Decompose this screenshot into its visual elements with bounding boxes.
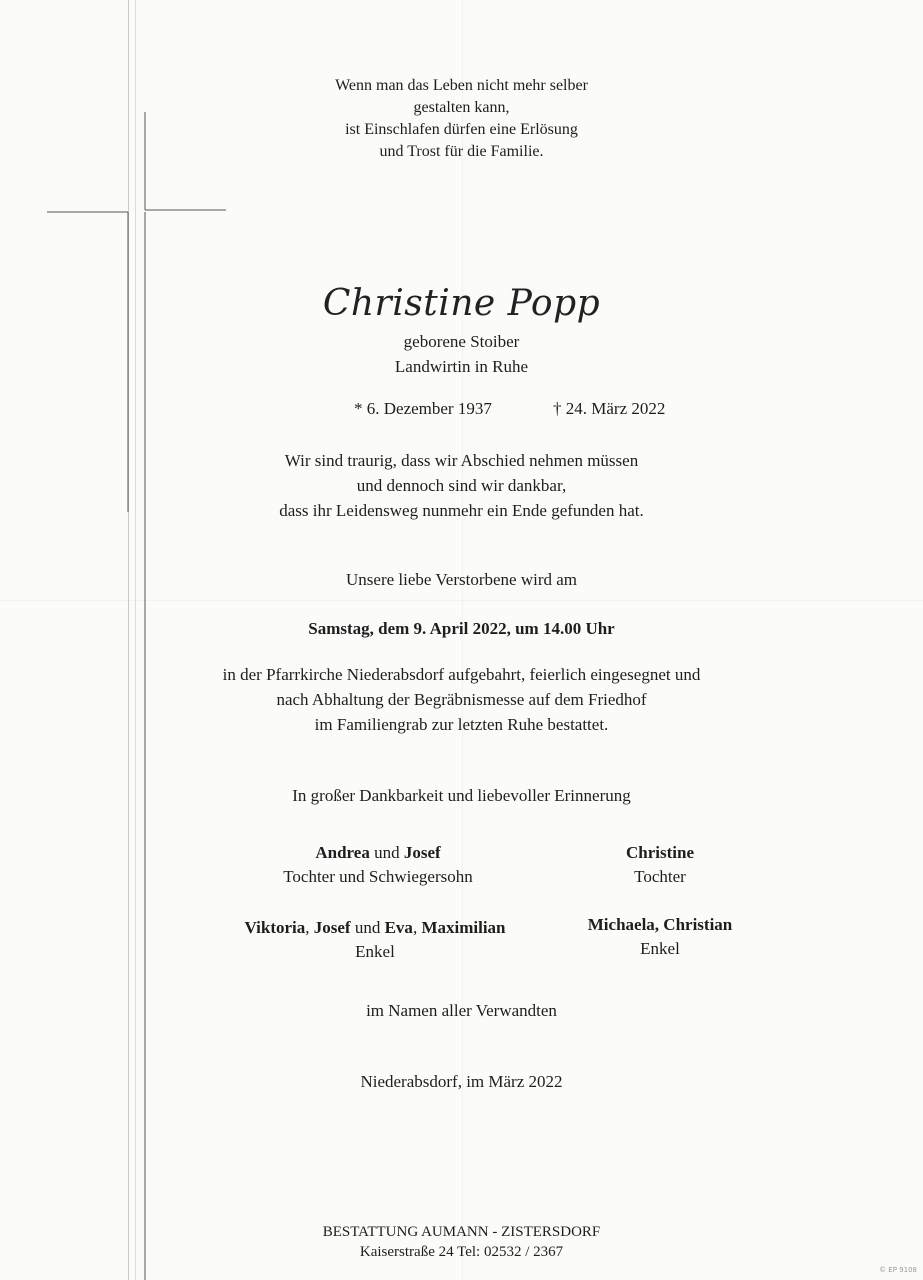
mourner-name: Josef xyxy=(403,843,441,862)
message-line: und dennoch sind wir dankbar, xyxy=(356,476,567,495)
announcement xyxy=(0,567,923,592)
quote-line: Wenn man das Leben nicht mehr selber xyxy=(335,77,588,94)
funeral-home-name: BESTATTUNG AUMANN - ZISTERSDORF xyxy=(322,1224,601,1240)
ceremony-line: in der Pfarrkirche Niederabsdorf aufgebahrt, feierlich eingesegnet und xyxy=(222,665,701,684)
mourner-group xyxy=(510,841,810,889)
message-line: dass ihr Leidensweg nunmehr ein Ende gefunden hat. xyxy=(279,501,644,520)
gratitude xyxy=(0,783,923,808)
ceremony-line: nach Abhaltung der Begräbnismesse auf dem Friedhof xyxy=(276,690,647,709)
mourner-name: Christine xyxy=(626,843,694,862)
imprint: © EP 9108 xyxy=(879,1266,917,1274)
occupation: Landwirtin in Ruhe xyxy=(394,357,529,376)
place-date-line: Niederabsdorf, im März 2022 xyxy=(360,1072,563,1091)
funeral-date-line: Samstag, dem 9. April 2022, um 14.00 Uhr xyxy=(308,619,615,638)
mourner-names xyxy=(228,841,528,865)
mourner-relation: Tochter xyxy=(634,867,686,886)
mourner-names xyxy=(225,916,525,940)
funeral-home-address: Kaiserstraße 24 Tel: 02532 / 2367 xyxy=(359,1244,564,1260)
maiden-name: geborene Stoiber xyxy=(403,332,520,351)
ceremony-details xyxy=(0,662,923,737)
ceremony-line: im Familiengrab zur letzten Ruhe bestattet. xyxy=(314,715,609,734)
separator: , xyxy=(305,918,310,937)
mourner-group xyxy=(225,916,525,964)
announcement-line: Unsere liebe Verstorbene wird am xyxy=(346,570,577,589)
gratitude-line: In großer Dankbarkeit und liebevoller Erinnerung xyxy=(292,786,631,805)
mourner-relation: Enkel xyxy=(640,939,680,958)
birth-date: * 6. Dezember 1937 xyxy=(354,399,492,418)
relatives xyxy=(0,998,923,1023)
mourner-name: Michaela, Christian xyxy=(587,915,733,934)
separator: , xyxy=(412,918,418,937)
place-date xyxy=(0,1069,923,1094)
mourner-group xyxy=(510,913,810,961)
mourner-relation: Tochter und Schwiegersohn xyxy=(283,867,473,886)
mourner-relation: Enkel xyxy=(355,942,395,961)
connector: und xyxy=(354,918,381,937)
mourner-name: Viktoria xyxy=(244,918,306,937)
quote-line: gestalten kann, xyxy=(413,99,510,116)
deceased-details xyxy=(0,329,923,379)
mourner-name: Josef xyxy=(313,918,351,937)
funeral-home xyxy=(0,1222,923,1262)
condolence-message xyxy=(0,448,923,523)
relatives-line: im Namen aller Verwandten xyxy=(366,1001,557,1020)
funeral-date xyxy=(0,616,923,641)
mourner-name: Eva xyxy=(384,918,413,937)
mourner-name: Andrea xyxy=(315,843,370,862)
mourner-name: Maximilian xyxy=(421,918,506,937)
mourner-group xyxy=(228,841,528,889)
quote-line: ist Einschlafen dürfen eine Erlösung xyxy=(345,121,578,138)
connector: und xyxy=(374,843,400,862)
death-date: † 24. März 2022 xyxy=(553,399,666,418)
opening-quote xyxy=(0,75,923,163)
message-line: Wir sind traurig, dass wir Abschied nehmen müssen xyxy=(284,451,639,470)
quote-line: und Trost für die Familie. xyxy=(379,143,544,160)
deceased-name: Christine Popp xyxy=(322,283,601,324)
